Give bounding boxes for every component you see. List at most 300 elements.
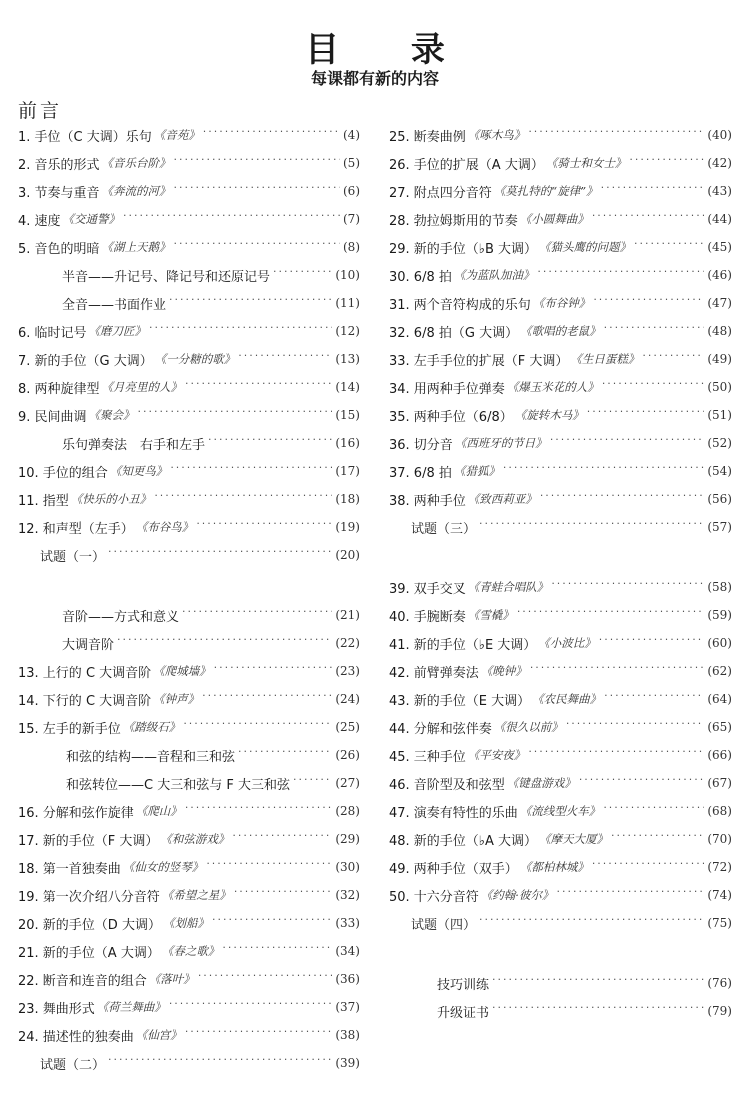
dot-leader <box>238 348 332 370</box>
toc-entry <box>389 432 732 454</box>
entry-piece-title: 《交通警》 <box>62 212 121 226</box>
entry-page-number: (34) <box>335 944 360 958</box>
toc-entry <box>389 180 732 202</box>
entry-label: 33. 左手手位的扩展（F 大调） <box>389 353 569 369</box>
entry-page-number: (72) <box>707 860 732 874</box>
entry-page-number: (66) <box>707 748 732 762</box>
entry-page-number: (75) <box>707 916 732 930</box>
entry-label: 23. 舞曲形式 <box>18 1001 95 1017</box>
entry-label: 38. 两种手位 <box>389 493 466 509</box>
dot-leader <box>117 632 332 654</box>
dot-leader <box>174 180 340 202</box>
toc-entry <box>389 660 732 682</box>
entry-piece-title: 《西班牙的节日》 <box>454 436 547 450</box>
entry-piece-title: 《一分糖的歌》 <box>154 352 236 366</box>
entry-page-number: (48) <box>707 324 732 338</box>
toc-entry <box>389 744 732 766</box>
dot-leader <box>479 912 704 934</box>
entry-piece-title: 《歌唱的老鼠》 <box>520 324 601 338</box>
toc-entry <box>389 884 732 906</box>
entry-piece-title: 《月亮里的人》 <box>101 380 183 394</box>
entry-piece-title: 《落叶》 <box>148 972 195 986</box>
entry-piece-title: 《很久以前》 <box>493 720 563 734</box>
dot-leader <box>202 688 332 710</box>
entry-piece-title: 《键盘游戏》 <box>506 776 576 790</box>
entry-piece-title: 《莫扎特的“旋律”》 <box>493 184 598 198</box>
entry-piece-title: 《致西莉亚》 <box>467 492 537 506</box>
entry-page-number: (23) <box>335 664 360 678</box>
entry-page-number: (19) <box>335 520 360 534</box>
dot-leader <box>604 320 705 342</box>
entry-page-number: (68) <box>707 804 732 818</box>
dot-leader <box>530 660 705 682</box>
toc-entry <box>389 208 732 230</box>
toc-entry <box>18 856 360 878</box>
entry-piece-title: 《旋转木马》 <box>514 408 584 422</box>
entry-page-number: (11) <box>335 296 360 310</box>
entry-label: 音阶——方式和意义 <box>62 609 180 625</box>
toc-entry <box>389 516 732 538</box>
entry-page-number: (26) <box>335 748 360 762</box>
entry-label: 17. 新的手位（F 大调） <box>18 833 159 849</box>
dot-leader <box>602 376 705 398</box>
toc-entry <box>389 1000 732 1022</box>
entry-page-number: (65) <box>707 720 732 734</box>
toc-entry <box>389 124 732 146</box>
dot-leader <box>492 1000 704 1022</box>
entry-piece-title: 《农民舞曲》 <box>532 692 602 706</box>
entry-label: 27. 附点四分音符 <box>389 185 492 201</box>
dot-leader <box>592 208 705 230</box>
entry-page-number: (29) <box>335 832 360 846</box>
entry-piece-title: 《仙宫》 <box>135 1028 182 1042</box>
dot-leader <box>603 800 704 822</box>
dot-leader <box>528 124 704 146</box>
entry-piece-title: 《希望之星》 <box>161 888 231 902</box>
dot-leader <box>234 884 333 906</box>
entry-label: 32. 6/8 拍（G 大调） <box>389 325 519 341</box>
entry-page-number: (33) <box>335 916 360 930</box>
toc-entry <box>18 632 360 654</box>
entry-piece-title: 《猫头鹰的问题》 <box>539 240 631 254</box>
entry-label: 25. 断奏曲例 <box>389 129 466 145</box>
entry-label: 41. 新的手位（♭E 大调） <box>389 637 537 653</box>
dot-leader <box>579 772 705 794</box>
dot-leader <box>592 856 705 878</box>
entry-label: 13. 上行的 C 大调音阶 <box>18 665 152 681</box>
entry-label: 44. 分解和弦伴奏 <box>389 721 492 737</box>
dot-leader <box>203 124 340 146</box>
entry-page-number: (60) <box>707 636 732 650</box>
entry-page-number: (39) <box>335 1056 360 1070</box>
entry-page-number: (76) <box>707 976 732 990</box>
dot-leader <box>108 1052 332 1074</box>
toc-entry <box>389 972 732 994</box>
entry-label: 39. 双手交叉 <box>389 581 466 597</box>
entry-page-number: (45) <box>707 240 732 254</box>
entry-piece-title: 《雪橇》 <box>467 608 514 622</box>
entry-piece-title: 《知更鸟》 <box>109 464 168 478</box>
toc-entry <box>389 576 732 598</box>
toc-subtitle: 每课都有新的内容 <box>310 69 439 88</box>
entry-label: 技巧训练 <box>437 977 490 993</box>
entry-page-number: (40) <box>707 128 732 142</box>
dot-leader <box>642 348 704 370</box>
entry-label: 37. 6/8 拍 <box>389 465 452 481</box>
toc-entry <box>389 716 732 738</box>
entry-label: 8. 两种旋律型 <box>18 381 100 397</box>
entry-label: 升级证书 <box>437 1005 490 1021</box>
toc-entry <box>18 488 360 510</box>
dot-leader <box>138 404 333 426</box>
entry-label: 24. 描述性的独奏曲 <box>18 1029 134 1045</box>
entry-label: 42. 前臂弹奏法 <box>389 665 479 681</box>
entry-label: 全音——书面作业 <box>62 297 167 313</box>
entry-label: 30. 6/8 拍 <box>389 269 452 285</box>
entry-page-number: (67) <box>707 776 732 790</box>
toc-entry <box>18 1024 360 1046</box>
entry-piece-title: 《生日蛋糕》 <box>570 352 640 366</box>
entry-page-number: (46) <box>707 268 732 282</box>
entry-piece-title: 《划船》 <box>162 916 209 930</box>
dot-leader <box>566 716 705 738</box>
entry-page-number: (16) <box>335 436 360 450</box>
entry-page-number: (6) <box>343 184 360 198</box>
entry-page-number: (28) <box>335 804 360 818</box>
entry-label: 试题（三） <box>411 521 477 537</box>
dot-leader <box>198 968 333 990</box>
dot-leader <box>601 180 705 202</box>
entry-piece-title: 《猎狐》 <box>453 464 500 478</box>
entry-label: 36. 切分音 <box>389 437 453 453</box>
dot-leader <box>174 236 340 258</box>
entry-page-number: (74) <box>707 888 732 902</box>
entry-label: 34. 用两种手位弹奏 <box>389 381 505 397</box>
dot-leader <box>587 404 705 426</box>
dot-leader <box>169 996 333 1018</box>
toc-entry <box>18 404 360 426</box>
toc-entry <box>389 376 732 398</box>
entry-piece-title: 《都柏林城》 <box>519 860 589 874</box>
entry-label: 40. 手腕断奏 <box>389 609 466 625</box>
toc-entry <box>18 460 360 482</box>
toc-entry <box>389 460 732 482</box>
dot-leader <box>479 516 704 538</box>
dot-leader <box>185 800 333 822</box>
dot-leader <box>232 828 332 850</box>
entry-page-number: (32) <box>335 888 360 902</box>
entry-page-number: (38) <box>335 1028 360 1042</box>
entry-piece-title: 《流线型火车》 <box>519 804 601 818</box>
entry-piece-title: 《为蓝队加油》 <box>453 268 535 282</box>
entry-label: 6. 临时记号 <box>18 325 87 341</box>
entry-label: 半音——升记号、降记号和还原记号 <box>62 269 271 285</box>
toc-entry <box>389 488 732 510</box>
toc-entry <box>389 236 732 258</box>
toc-entry <box>389 688 732 710</box>
entry-label: 26. 手位的扩展（A 大调） <box>389 157 544 173</box>
entry-label: 大调音阶 <box>62 637 115 653</box>
entry-page-number: (59) <box>707 608 732 622</box>
entry-page-number: (15) <box>335 408 360 422</box>
dot-leader <box>550 432 705 454</box>
dot-leader <box>537 264 704 286</box>
dot-leader <box>108 544 332 566</box>
toc-entry <box>18 124 360 146</box>
entry-label: 和弦转位——C 大三和弦与 F 大三和弦 <box>66 777 290 793</box>
toc-entry <box>18 828 360 850</box>
entry-page-number: (30) <box>335 860 360 874</box>
dot-leader <box>206 856 332 878</box>
entry-page-number: (57) <box>707 520 732 534</box>
dot-leader <box>182 604 332 626</box>
toc-entry <box>389 800 732 822</box>
entry-label: 15. 左手的新手位 <box>18 721 121 737</box>
dot-leader <box>238 744 332 766</box>
entry-label: 4. 速度 <box>18 213 61 229</box>
toc-entry <box>18 432 360 454</box>
dot-leader <box>185 1024 333 1046</box>
entry-page-number: (58) <box>707 580 732 594</box>
dot-leader <box>540 488 705 510</box>
entry-page-number: (50) <box>707 380 732 394</box>
entry-page-number: (44) <box>707 212 732 226</box>
entry-page-number: (56) <box>707 492 732 506</box>
toc-entry <box>389 604 732 626</box>
entry-label: 10. 手位的组合 <box>18 465 108 481</box>
dot-leader <box>629 152 704 174</box>
entry-label: 和弦的结构——音程和三和弦 <box>66 749 236 765</box>
entry-page-number: (14) <box>335 380 360 394</box>
entry-piece-title: 《啄木鸟》 <box>467 128 526 142</box>
entry-piece-title: 《爆玉米花的人》 <box>506 380 599 394</box>
dot-leader <box>212 912 332 934</box>
toc-entry <box>18 320 360 342</box>
entry-page-number: (8) <box>343 240 360 254</box>
entry-piece-title: 《平安夜》 <box>467 748 526 762</box>
entry-page-number: (18) <box>335 492 360 506</box>
toc-entry <box>18 716 360 738</box>
entry-label: 5. 音色的明暗 <box>18 241 100 257</box>
dot-leader <box>123 208 340 230</box>
entry-label: 7. 新的手位（G 大调） <box>18 353 153 369</box>
dot-leader <box>154 488 332 510</box>
dot-leader <box>208 432 332 454</box>
toc-entry <box>18 208 360 230</box>
entry-piece-title: 《音乐台阶》 <box>101 156 171 170</box>
entry-page-number: (37) <box>335 1000 360 1014</box>
toc-entry <box>18 544 360 566</box>
entry-piece-title: 《湖上天鹅》 <box>101 240 171 254</box>
entry-label: 9. 民间曲调 <box>18 409 87 425</box>
entry-page-number: (20) <box>335 548 360 562</box>
dot-leader <box>183 716 332 738</box>
toc-entry <box>18 264 360 286</box>
dot-leader <box>174 152 340 174</box>
dot-leader <box>599 632 705 654</box>
entry-label: 48. 新的手位（♭A 大调） <box>389 833 537 849</box>
entry-label: 试题（二） <box>40 1057 106 1073</box>
dot-leader <box>273 264 332 286</box>
toc-entry <box>18 516 360 538</box>
dot-leader <box>196 516 332 538</box>
toc-entry <box>18 968 360 990</box>
dot-leader <box>634 236 704 258</box>
entry-page-number: (25) <box>335 720 360 734</box>
entry-label: 3. 节奏与重音 <box>18 185 100 201</box>
toc-entry <box>18 884 360 906</box>
entry-piece-title: 《骑士和女士》 <box>545 156 627 170</box>
entry-piece-title: 《奔流的河》 <box>101 184 171 198</box>
toc-entry <box>18 996 360 1018</box>
entry-label: 1. 手位（C 大调）乐句 <box>18 129 152 145</box>
entry-piece-title: 《晚钟》 <box>480 664 527 678</box>
entry-page-number: (4) <box>343 128 360 142</box>
entry-page-number: (62) <box>707 664 732 678</box>
toc-entry <box>18 772 360 794</box>
entry-piece-title: 《春之歌》 <box>161 944 220 958</box>
entry-piece-title: 《布谷鸟》 <box>135 520 194 534</box>
toc-entry <box>389 772 732 794</box>
toc-entry <box>389 292 732 314</box>
dot-leader <box>528 744 704 766</box>
entry-page-number: (47) <box>707 296 732 310</box>
entry-label: 14. 下行的 C 大调音阶 <box>18 693 152 709</box>
entry-label: 2. 音乐的形式 <box>18 157 100 173</box>
dot-leader <box>611 828 704 850</box>
toc-entry <box>18 800 360 822</box>
entry-piece-title: 《音苑》 <box>153 128 200 142</box>
entry-label: 28. 勃拉姆斯用的节奏 <box>389 213 518 229</box>
toc-entry <box>18 376 360 398</box>
entry-piece-title: 《布谷钟》 <box>532 296 591 310</box>
dot-leader <box>149 320 332 342</box>
entry-label: 50. 十六分音符 <box>389 889 479 905</box>
entry-piece-title: 《荷兰舞曲》 <box>96 1000 166 1014</box>
toc-entry <box>18 180 360 202</box>
dot-leader <box>517 604 705 626</box>
entry-label: 20. 新的手位（D 大调） <box>18 917 161 933</box>
entry-label: 45. 三种手位 <box>389 749 466 765</box>
dot-leader <box>169 292 332 314</box>
entry-piece-title: 《青蛙合唱队》 <box>467 580 549 594</box>
entry-page-number: (21) <box>335 608 360 622</box>
toc-entry <box>18 660 360 682</box>
dot-leader <box>170 460 332 482</box>
entry-page-number: (49) <box>707 352 732 366</box>
toc-entry <box>18 912 360 934</box>
entry-page-number: (64) <box>707 692 732 706</box>
entry-label: 乐句弹奏法 右手和左手 <box>62 437 206 453</box>
toc-entry <box>18 152 360 174</box>
toc-title: 目 录 <box>305 30 475 70</box>
entry-page-number: (5) <box>343 156 360 170</box>
toc-entry <box>18 604 360 626</box>
entry-piece-title: 《磨刀匠》 <box>88 324 147 338</box>
entry-piece-title: 《摩天大厦》 <box>538 832 608 846</box>
entry-page-number: (13) <box>335 352 360 366</box>
dot-leader <box>214 660 333 682</box>
entry-label: 22. 断音和连音的组合 <box>18 973 147 989</box>
dot-leader <box>492 972 704 994</box>
toc-entry <box>389 348 732 370</box>
entry-page-number: (7) <box>343 212 360 226</box>
dot-leader <box>222 940 332 962</box>
entry-piece-title: 《约翰·彼尔》 <box>480 888 554 902</box>
entry-label: 47. 演奏有特性的乐曲 <box>389 805 518 821</box>
dot-leader <box>503 460 704 482</box>
dot-leader <box>556 884 704 906</box>
entry-label: 29. 新的手位（♭B 大调） <box>389 241 537 257</box>
dot-leader <box>604 688 704 710</box>
toc-entry <box>18 744 360 766</box>
toc-entry <box>389 912 732 934</box>
entry-page-number: (12) <box>335 324 360 338</box>
entry-piece-title: 《仙女的竖琴》 <box>122 860 204 874</box>
entry-piece-title: 《钟声》 <box>153 692 200 706</box>
entry-page-number: (24) <box>335 692 360 706</box>
entry-label: 18. 第一首独奏曲 <box>18 861 121 877</box>
toc-entry <box>389 152 732 174</box>
toc-entry <box>18 1052 360 1074</box>
toc-entry <box>18 688 360 710</box>
entry-page-number: (27) <box>335 776 360 790</box>
entry-page-number: (42) <box>707 156 732 170</box>
entry-label: 43. 新的手位（E 大调） <box>389 693 531 709</box>
entry-piece-title: 《聚会》 <box>88 408 135 422</box>
entry-page-number: (22) <box>335 636 360 650</box>
entry-page-number: (54) <box>707 464 732 478</box>
toc-entry <box>389 856 732 878</box>
toc-entry <box>18 940 360 962</box>
entry-label: 试题（四） <box>411 917 477 933</box>
entry-page-number: (79) <box>707 1004 732 1018</box>
preface-heading: 前言 <box>18 100 63 122</box>
toc-entry <box>389 828 732 850</box>
entry-piece-title: 《和弦游戏》 <box>160 832 230 846</box>
dot-leader <box>551 576 704 598</box>
entry-page-number: (17) <box>335 464 360 478</box>
entry-label: 12. 和声型（左手） <box>18 521 134 537</box>
entry-piece-title: 《小圆舞曲》 <box>519 212 589 226</box>
toc-entry <box>18 236 360 258</box>
entry-label: 16. 分解和弦作旋律 <box>18 805 134 821</box>
entry-label: 21. 新的手位（A 大调） <box>18 945 160 961</box>
entry-piece-title: 《爬城墙》 <box>153 664 211 678</box>
entry-page-number: (52) <box>707 436 732 450</box>
toc-entry <box>18 292 360 314</box>
entry-piece-title: 《快乐的小丑》 <box>70 492 152 506</box>
entry-label: 35. 两种手位（6/8） <box>389 409 513 425</box>
entry-label: 11. 指型 <box>18 493 69 509</box>
toc-entry <box>389 320 732 342</box>
entry-page-number: (43) <box>707 184 732 198</box>
entry-piece-title: 《爬山》 <box>135 804 182 818</box>
toc-entry <box>389 632 732 654</box>
entry-label: 46. 音阶型及和弦型 <box>389 777 505 793</box>
entry-piece-title: 《踏级石》 <box>122 720 181 734</box>
entry-piece-title: 《小波比》 <box>538 636 596 650</box>
toc-entry <box>18 348 360 370</box>
entry-page-number: (10) <box>335 268 360 282</box>
entry-page-number: (51) <box>707 408 732 422</box>
dot-leader <box>593 292 704 314</box>
dot-leader <box>185 376 332 398</box>
toc-entry <box>389 404 732 426</box>
entry-label: 19. 第一次介绍八分音符 <box>18 889 160 905</box>
entry-label: 31. 两个音符构成的乐句 <box>389 297 531 313</box>
entry-page-number: (36) <box>335 972 360 986</box>
